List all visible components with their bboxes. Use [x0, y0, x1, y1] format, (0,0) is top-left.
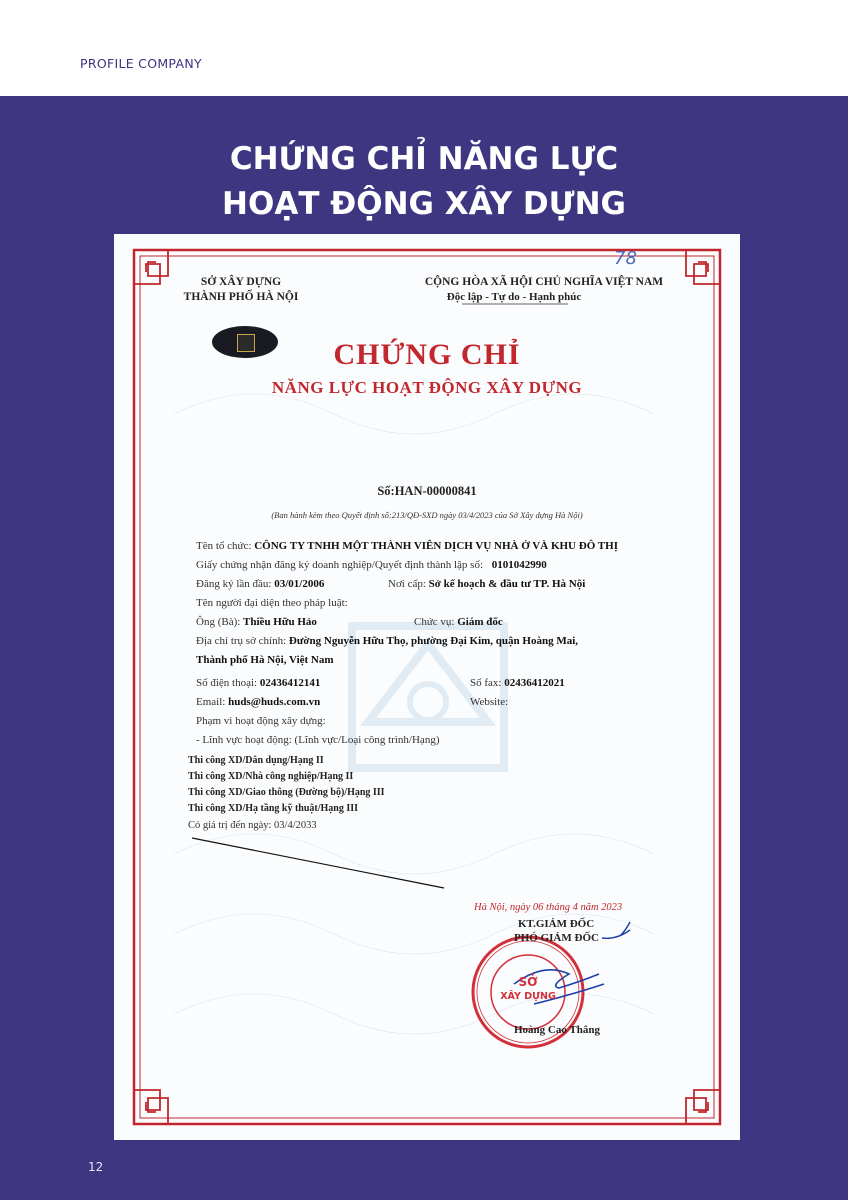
activity-item: Thi công XD/Hạ tầng kỹ thuật/Hạng III — [188, 803, 359, 814]
certificate-title: CHỨNG CHỈ — [333, 338, 521, 371]
website-label: Website: — [470, 696, 509, 708]
issued-note: (Ban hành kèm theo Quyết định số:213/QĐ-SXD ngày 03/4/2023 của Sở Xây dựng Hà Nội) — [271, 510, 583, 520]
fax-value: 02436412021 — [504, 677, 565, 689]
license-label: Giấy chứng nhận đăng ký doanh nghiệp/Quyết định thành lập số: — [196, 559, 484, 571]
address-row-2 — [196, 654, 334, 666]
org-value: CÔNG TY TNHH MỘT THÀNH VIÊN DỊCH VỤ NHÀ Ở VÀ KHU ĐÔ THỊ — [254, 540, 618, 552]
certificate-subtitle: NĂNG LỰC HOẠT ĐỘNG XÂY DỰNG — [271, 378, 583, 397]
scope-sub: - Lĩnh vực hoạt động: (Lĩnh vực/Loại công trình/Hạng) — [196, 734, 440, 746]
issuer-line-2: THÀNH PHỐ HÀ NỘI — [183, 291, 299, 303]
email-value: huds@huds.com.vn — [228, 696, 321, 708]
address-label: Địa chỉ trụ sở chính: — [196, 635, 287, 647]
license-value: 0101042990 — [491, 559, 547, 571]
address-row — [196, 635, 578, 647]
fax-row — [470, 677, 565, 689]
headline-line-1: CHỨNG CHỈ NĂNG LỰC — [229, 141, 619, 177]
address-value-1: Đường Nguyễn Hữu Thọ, phường Đại Kim, quận Hoàng Mai, — [288, 635, 579, 647]
sign-title-2: PHÓ GIÁM ĐỐC — [514, 932, 599, 944]
license-row — [196, 559, 547, 571]
rep-label: Tên người đại diện theo pháp luật: — [196, 597, 348, 609]
activity-item: Thi công XD/Giao thông (Đường bộ)/Hạng III — [188, 787, 385, 798]
email-row — [196, 696, 320, 708]
position-label: Chức vụ: — [414, 616, 455, 628]
nation-line-1: CỘNG HÒA XÃ HỘI CHỦ NGHĨA VIỆT NAM — [424, 276, 664, 288]
address-value-2: Thành phố Hà Nội, Việt Nam — [196, 654, 334, 666]
activity-item: Thi công XD/Dân dụng/Hạng II — [188, 755, 324, 766]
first-reg-value: 03/01/2006 — [274, 578, 325, 590]
issued-by-row — [388, 578, 585, 590]
activity-item: Thi công XD/Nhà công nghiệp/Hạng II — [188, 771, 354, 782]
phone-label: Số điện thoại: — [196, 677, 258, 689]
top-label: PROFILE COMPANY — [80, 56, 202, 71]
email-label: Email: — [196, 696, 226, 708]
phone-row — [196, 677, 320, 689]
rep-row — [196, 616, 317, 628]
rep-prefix: Ông (Bà): — [196, 616, 241, 628]
stamp-text-1: SỞ — [518, 975, 538, 989]
nation-line-2: Độc lập - Tự do - Hạnh phúc — [446, 291, 582, 303]
validity-text: Có giá trị đến ngày: 03/4/2033 — [188, 820, 317, 831]
position-value: Giám đốc — [457, 616, 503, 628]
org-label: Tên tổ chức: — [196, 540, 252, 552]
phone-value: 02436412141 — [259, 677, 321, 689]
rep-name: Thiều Hữu Hảo — [243, 616, 317, 628]
issuer-line-1: SỞ XÂY DỰNG — [200, 276, 282, 288]
fax-label: Số fax: — [470, 677, 502, 689]
position-row — [414, 616, 503, 628]
scope-label: Phạm vi hoạt động xây dựng: — [196, 715, 326, 727]
issued-by-value: Sở kế hoạch & đầu tư TP. Hà Nội — [428, 578, 586, 590]
stamp-text-2: XÂY DỰNG — [500, 991, 556, 1002]
headline-line-2: HOẠT ĐỘNG XÂY DỰNG — [222, 186, 626, 222]
org-row — [196, 540, 618, 552]
certificate-page — [114, 234, 740, 1140]
signer-name: Hoàng Cao Thắng — [514, 1024, 600, 1036]
sign-date: Hà Nội, ngày 06 tháng 4 năm 2023 — [474, 902, 623, 913]
certificate-number: Số:HAN-00000841 — [377, 484, 477, 498]
page-number: 12 — [88, 1160, 104, 1174]
issued-by-label: Nơi cấp: — [388, 578, 426, 590]
first-reg-label: Đăng ký lần đầu: — [196, 578, 272, 590]
first-reg-row — [196, 578, 324, 590]
handwritten-number: 78 — [614, 248, 637, 269]
sign-title-1: KT.GIÁM ĐỐC — [518, 918, 595, 930]
